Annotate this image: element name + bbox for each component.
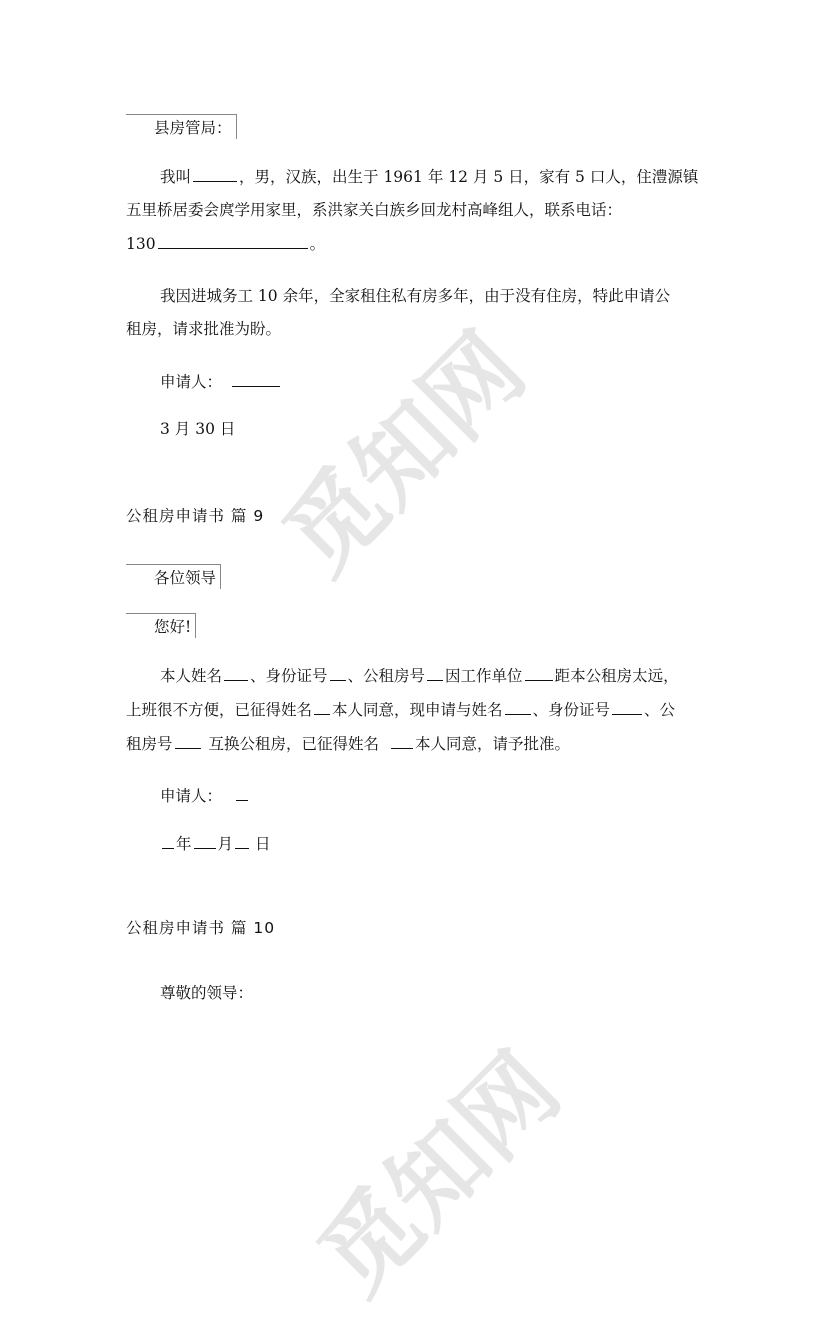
addressee-box	[126, 114, 237, 139]
watermark-lower: 觅知网	[297, 1032, 581, 1316]
letter1-applicant: 申请人：	[160, 371, 282, 393]
name-blank	[193, 166, 237, 182]
section9-date: 年 月 日	[160, 833, 271, 855]
phone-blank	[158, 233, 308, 249]
addressee: 县房管局：	[154, 119, 232, 137]
section9-heading: 公租房申请书 篇 9	[126, 507, 265, 525]
section9-body-line3: 租房号 互换公租房，已征得姓名 本人同意，请予批准。	[126, 735, 571, 753]
section9-addressee-box	[126, 564, 221, 589]
section9-greeting: 您好!	[154, 618, 192, 636]
letter1-para1-line1: 我叫 ，男，汉族，出生于 1961 年 12 月 5 日，家有 5 口人，住澧源镇	[160, 168, 699, 186]
watermark-upper: 觅知网	[262, 312, 546, 596]
letter1-date: 3 月 30 日	[160, 420, 236, 438]
section9-addressee: 各位领导	[154, 569, 217, 587]
letter1-para1-line2: 五里桥居委会庹学用家里，系洪家关白族乡回龙村高峰组人，联系电话：	[126, 201, 623, 219]
letter1-para2-line1: 我因进城务工 10 余年，全家租住私有房多年，由于没有住房，特此申请公	[160, 287, 671, 305]
section9-body-line1: 本人姓名 、身份证号 、公租房号 因工作单位 距本公租房太远，	[160, 667, 679, 685]
section9-greeting-box	[126, 613, 196, 638]
section10-heading: 公租房申请书 篇 10	[126, 919, 276, 937]
section9-applicant: 申请人：	[160, 785, 250, 807]
applicant-blank	[232, 371, 280, 387]
letter1-para1-line3: 130 。	[126, 235, 326, 253]
section10-addressee: 尊敬的领导：	[160, 984, 254, 1002]
letter1-para2-line2: 租房，请求批准为盼。	[126, 320, 282, 338]
section9-body-line2: 上班很不方便，已征得姓名 本人同意，现申请与姓名 、身份证号 、公	[126, 701, 676, 719]
addressee-frame	[126, 114, 237, 139]
